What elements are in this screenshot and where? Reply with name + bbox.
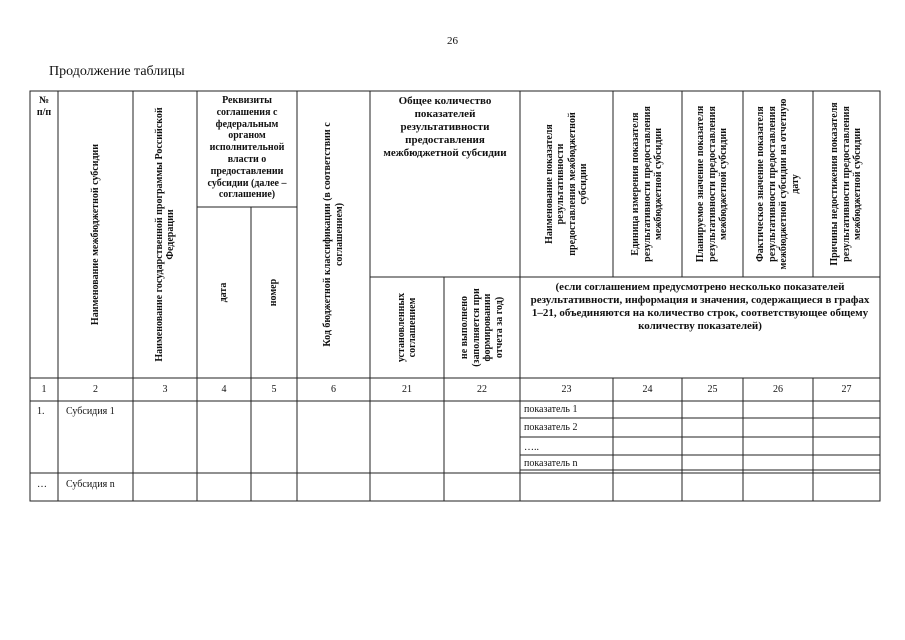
indicator-name: ….. [524,442,539,453]
page-number: 26 [447,35,458,47]
column-number: 2 [93,384,98,395]
header-not-fulfilled: не выполнено (заполняется при формировании отчета за год) [459,288,505,367]
header-subsidy-name: Наименование межбюджетной субсидии [89,143,101,326]
column-number: 1 [41,384,47,395]
header-reasons: Причины недостижения показателя результативности предоставления межбюджетной субсидии [829,102,864,266]
column-number: 25 [707,384,718,395]
column-number: 26 [773,384,783,395]
continued-label: Продолжение таблицы [49,64,185,79]
header-agreement-group: Реквизиты соглашения с федеральным органом исполнительной власти о предоставлении субсидии (далее – соглашение) [207,95,287,201]
header-total-group: Общее количество показателей результативности предоставления межбюджетной субсидии [383,95,507,159]
column-number: 24 [642,384,653,395]
subsidy-name: Субсидия n [66,479,115,490]
header-established: установленных соглашением [395,292,418,363]
column-number: 4 [221,384,227,395]
header-note: (если соглашением предусмотрено несколько показателей результативности, информация и значения, содержащиеся в графах 1–21, объединяются на количество строк, соответствующее общему количеству показателей) [530,281,870,332]
header-budget-code: Код бюджетной классификации (в соответствии с соглашением) [322,122,345,347]
header-date: дата [218,282,230,303]
row-number: … [37,479,47,490]
column-number: 5 [271,384,277,395]
subsidy-name: Субсидия 1 [66,406,115,417]
indicator-name: показатель 2 [524,422,578,433]
header-unit: Единица измерения показателя результативности предоставления межбюджетной субсидии [630,106,665,262]
header-program-name: Наименование государственной программы Российской Федерации [153,107,176,362]
row-number: 1. [37,406,45,417]
header-actual-value: Фактическое значение показателя результативности предоставления межбюджетной субсидии на отчетную дату [755,98,801,270]
column-number: 27 [841,384,852,395]
header-number-field: номер [268,278,280,307]
column-number: 21 [402,384,412,395]
column-number: 3 [162,384,168,395]
column-number: 22 [477,384,487,395]
header-number: № п/п [36,95,52,118]
indicator-name: показатель 1 [524,404,578,415]
column-number: 23 [561,384,572,395]
column-number: 6 [331,384,336,395]
header-planned-value: Планируемое значение показателя результативности предоставления межбюджетной субсидии [695,105,730,263]
indicator-name: показатель n [524,458,578,469]
header-indicator-name: Наименование показателя результативности предоставления межбюджетной субсидии [543,112,589,256]
